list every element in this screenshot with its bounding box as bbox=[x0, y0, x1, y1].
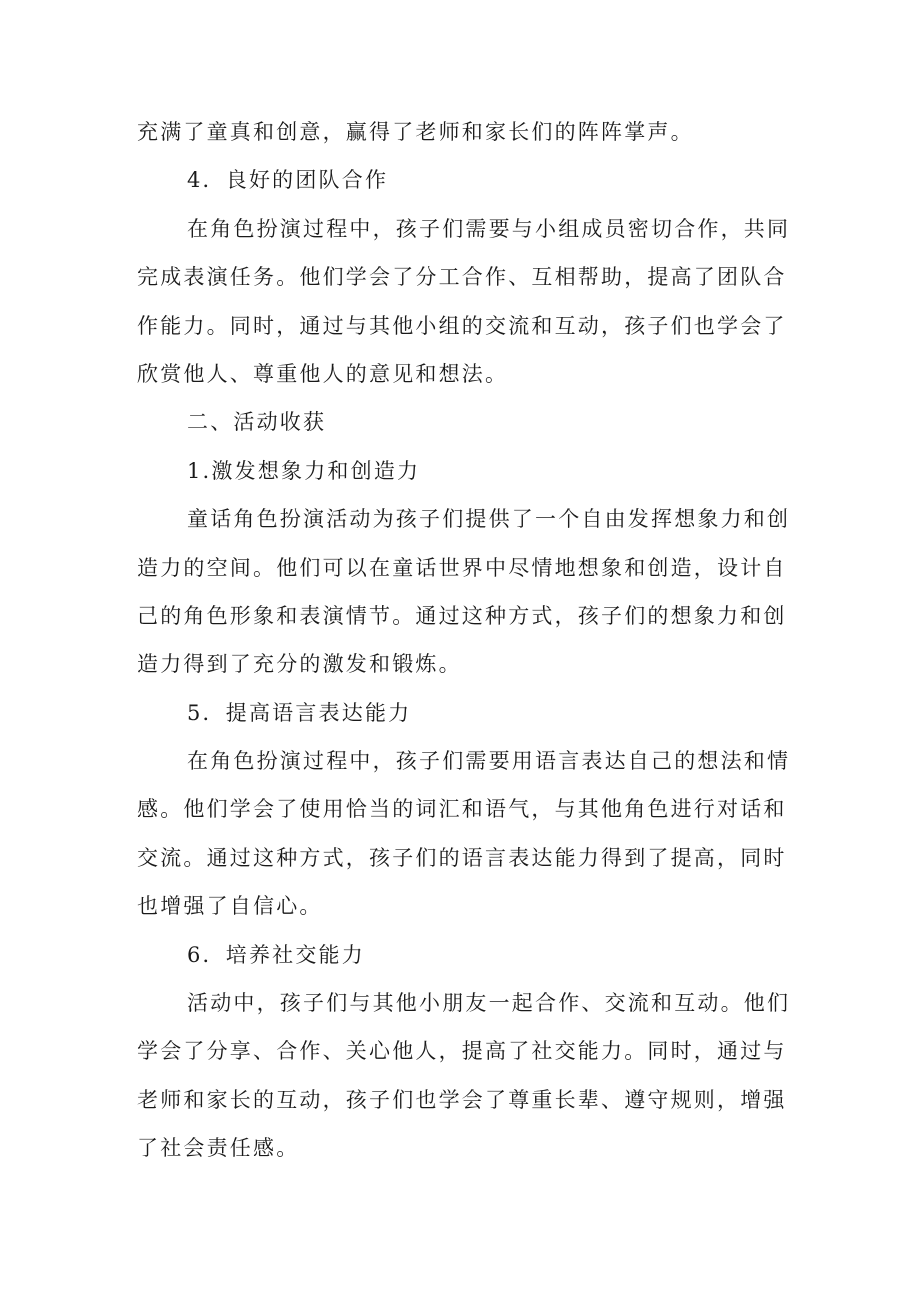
text-line: 了社会责任感。 bbox=[137, 1136, 300, 1161]
text-line: 在角色扮演过程中，孩子们需要用语言表达自己的想法和情 bbox=[187, 749, 791, 774]
text-line: 活动中，孩子们与其他小朋友一起合作、交流和互动。他们 bbox=[187, 991, 791, 1016]
text-line: 充满了童真和创意，赢得了老师和家长们的阵阵掌声。 bbox=[137, 120, 694, 144]
section-heading: 1.激发想象力和创造力 bbox=[187, 458, 421, 483]
document-body bbox=[137, 108, 791, 1173]
text-line: 老师和家长的互动，孩子们也学会了尊重长辈、遵守规则，增强 bbox=[137, 1087, 787, 1112]
text-line: 造力得到了充分的激发和锻炼。 bbox=[137, 652, 462, 677]
section-heading: 5．提高语言表达能力 bbox=[187, 700, 412, 725]
text-line: 童话角色扮演活动为孩子们提供了一个自由发挥想象力和创 bbox=[187, 507, 791, 532]
text-line: 己的角色形象和表演情节。通过这种方式，孩子们的想象力和创 bbox=[137, 603, 787, 628]
text-line: 感。他们学会了使用恰当的词汇和语气，与其他角色进行对话和 bbox=[137, 797, 787, 822]
section-heading: 6．培养社交能力 bbox=[187, 942, 365, 967]
text-line: 也增强了自信心。 bbox=[137, 894, 323, 919]
chapter-heading: 二、活动收获 bbox=[187, 410, 327, 435]
text-line: 交流。通过这种方式，孩子们的语言表达能力得到了提高，同时 bbox=[137, 845, 787, 870]
text-line: 作能力。同时，通过与其他小组的交流和互动，孩子们也学会了 bbox=[137, 313, 787, 338]
section-heading: 4．良好的团队合作 bbox=[187, 168, 389, 193]
text-line: 学会了分享、合作、关心他人，提高了社交能力。同时，通过与 bbox=[137, 1039, 787, 1064]
text-line: 在角色扮演过程中，孩子们需要与小组成员密切合作，共同 bbox=[187, 216, 791, 241]
text-line: 欣赏他人、尊重他人的意见和想法。 bbox=[137, 361, 509, 386]
text-line: 造力的空间。他们可以在童话世界中尽情地想象和创造，设计自 bbox=[137, 555, 787, 580]
text-line: 完成表演任务。他们学会了分工合作、互相帮助，提高了团队合 bbox=[137, 265, 787, 290]
